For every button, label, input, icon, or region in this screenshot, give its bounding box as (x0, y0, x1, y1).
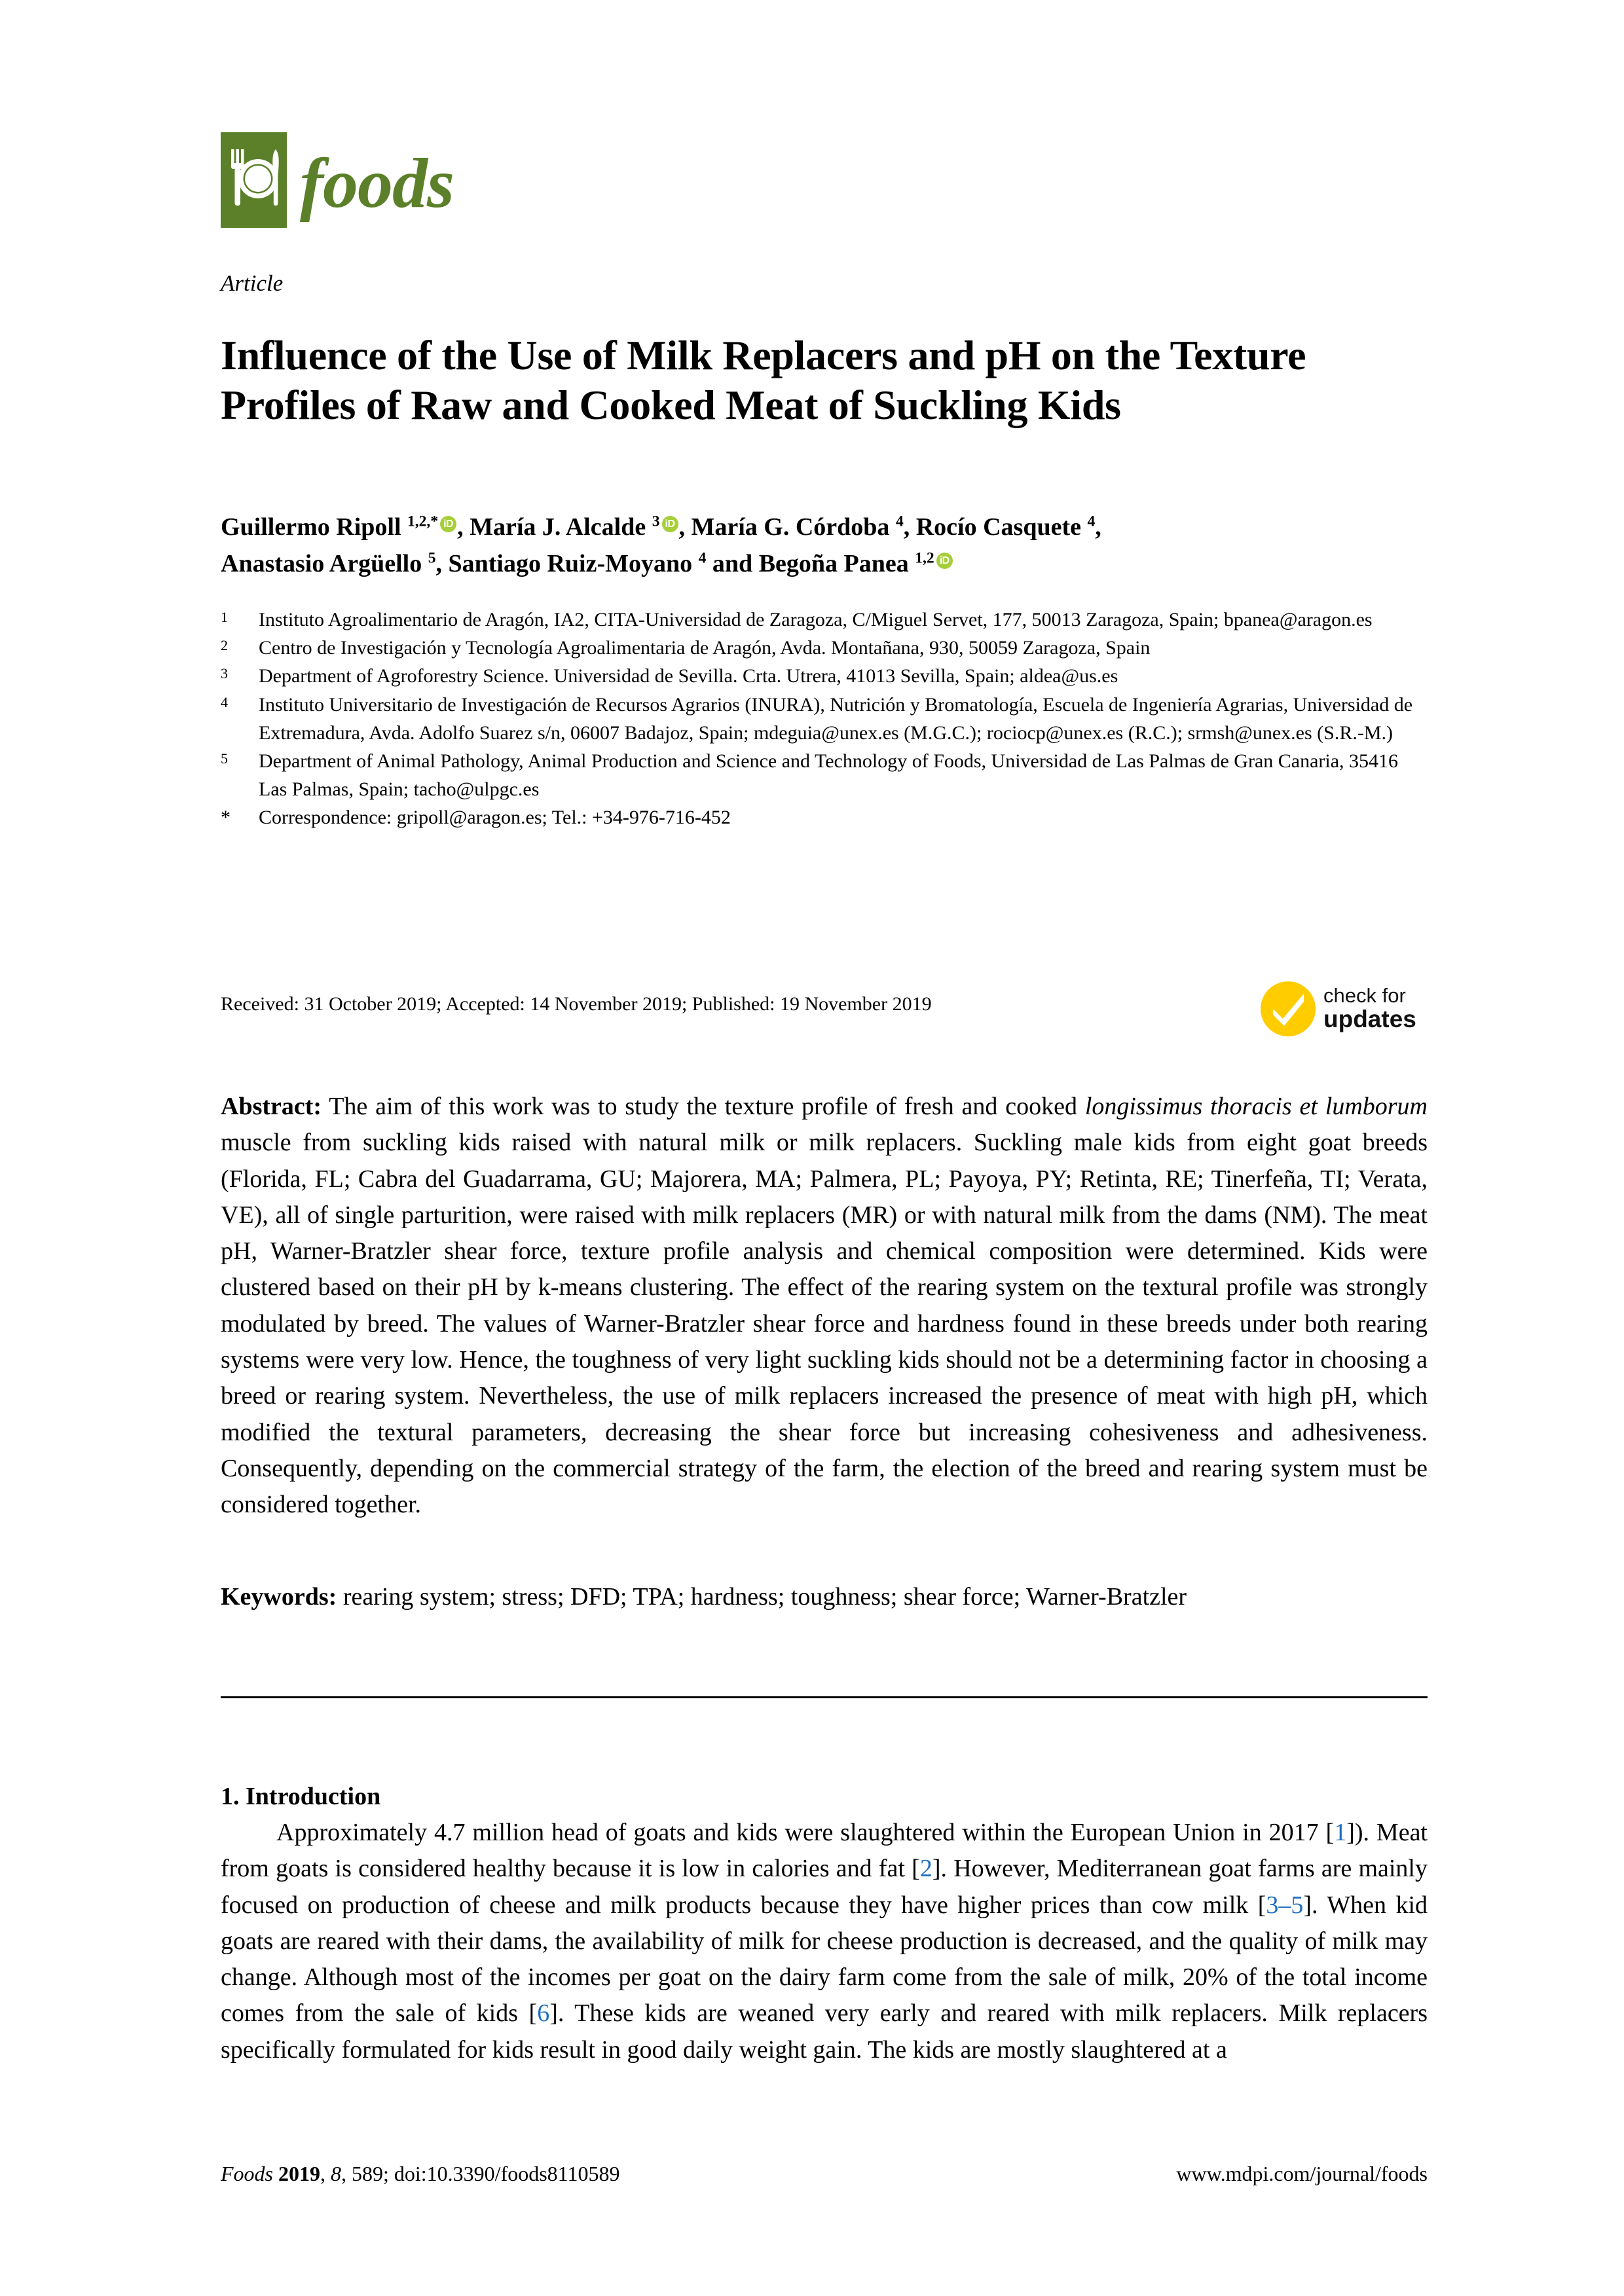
page-title: Influence of the Use of Milk Replacers and pH on the Texture Profiles of Raw and Cooked Meat of Suckling Kids (221, 331, 1306, 429)
author-list (221, 509, 1428, 583)
introduction-text: ]). Meat from goats is considered healthy because it is low in calories and fat [ (221, 1819, 1428, 1883)
footer-semicolon: ; (383, 2162, 394, 2185)
citation-link[interactable]: 6 (537, 1999, 550, 2028)
check-circle-icon (1261, 981, 1316, 1036)
footer-journal-url[interactable]: www.mdpi.com/journal/foods (1176, 2162, 1428, 2185)
footer-year: 2019 (278, 2162, 320, 2185)
orcid-icon[interactable]: iD (662, 516, 678, 532)
introduction-text: ]. When kid goats are reared with their dams, the availability of milk for cheese production is decreased, and the quality of milk may change. Although most of the incomes per goat on the dairy farm come from the sale of milk, 20% of the total income comes from the sale of kids [ (221, 1891, 1428, 2028)
author-separator: , (678, 513, 692, 541)
journal-masthead (221, 131, 454, 229)
author-separator: , (1095, 513, 1101, 541)
section-divider (221, 1696, 1428, 1698)
author-affiliation-marker: 5 (428, 549, 436, 567)
introduction-text: ]. However, Mediterranean goat farms are mainly focused on production of cheese and milk products because they have higher prices than cow milk [ (221, 1855, 1428, 1919)
footer-journal-name: Foods (221, 2162, 273, 2185)
keywords-block (221, 1579, 1428, 1615)
author-affiliation-marker: 1,2 (915, 549, 934, 567)
affiliation-marker: 5 (221, 750, 228, 767)
affiliation-row (221, 662, 1428, 690)
affiliation-marker: 1 (221, 609, 228, 625)
affiliation-text: Centro de Investigación y Tecnología Agroalimentaria de Aragón, Avda. Montañana, 930, 50059 Zaragoza, Spain (259, 637, 1151, 659)
author-name: Santiago Ruiz-Moyano (448, 549, 699, 577)
abstract-text: muscle from suckling kids raised with natural milk or milk replacers. Suckling male kids from eight goat breeds (Florida, FL; Cabra del Guadarrama, GU; Majorera, MA; Palmera, PL; Payoya, PY; Retinta, RE; Tinerfeña, TI; Verata, VE), all of single parturition, were raised with milk replacers (MR) or with natural milk from the dams (NM). The meat pH, Warner-Bratzler shear force, texture profile analysis and chemical composition were determined. Kids were clustered based on their pH by k-means clustering. The effect of the rearing system on the textural profile was strongly modulated by breed. The values of Warner-Bratzler shear force and hardness found in these breeds under both rearing systems were very low. Hence, the toughness of very light suckling kids should not be a determining factor in choosing a breed or rearing system. Nevertheless, the use of milk replacers increased the presence of meat with high pH, which modified the textural parameters, decreasing the shear force but increasing cohesiveness and adhesiveness. Consequently, depending on the commercial strategy of the farm, the election of the breed and rearing system must be considered together. (221, 1129, 1428, 1519)
check-updates-line2: updates (1323, 1005, 1416, 1032)
abstract-label: Abstract: (221, 1093, 322, 1120)
author-affiliation-marker: 4 (698, 549, 707, 567)
affiliation-row (221, 803, 1428, 831)
introduction-text: Approximately 4.7 million head of goats and kids were slaughtered within the European Union in 2017 [ (276, 1819, 1335, 1846)
author-line (221, 509, 1428, 546)
affiliation-row (221, 747, 1428, 803)
introduction-paragraph (221, 1815, 1428, 2068)
affiliation-text: Instituto Universitario de Investigación de Recursos Agrarios (INURA), Nutrición y Bromatología, Escuela de Ingeniería Agrarias, Universidad de Extremadura, Avda. Adolfo Suarez s/n, 06007 Badajoz, Spain; mdeguia@unex.es (M.G.C.); rociocp@unex.es (R.C.); srmsh@unex.es (S.R.-M.) (259, 693, 1413, 744)
affiliation-marker: 3 (221, 665, 228, 682)
author-name: María J. Alcalde (470, 513, 652, 541)
author-name: Begoña Panea (758, 549, 915, 577)
citation-link[interactable]: 3–5 (1266, 1891, 1304, 1919)
author-line (221, 546, 1428, 583)
introduction-heading: 1. Introduction (221, 1782, 381, 1810)
abstract-block (221, 1089, 1428, 1523)
author-name: Guillermo Ripoll (221, 513, 407, 541)
footer-volume: 8 (331, 2162, 341, 2185)
publication-dates (221, 984, 1428, 1032)
author-name: María G. Córdoba (691, 513, 896, 541)
affiliation-list (221, 606, 1428, 832)
author-affiliation-marker: 3 (652, 513, 660, 530)
footer-comma-2: , (341, 2162, 352, 2185)
paper-page (221, 0, 1428, 2296)
affiliation-text: Correspondence: gripoll@aragon.es; Tel.: +34-976-716-452 (259, 807, 731, 829)
affiliation-text: Instituto Agroalimentario de Aragón, IA2, CITA-Universidad de Zaragoza, C/Miguel Servet, 177, 50013 Zaragoza, Spain; bpanea@aragon.es (259, 609, 1373, 630)
check-updates-line1: check for (1323, 984, 1406, 1008)
affiliation-marker: 4 (221, 693, 228, 710)
footer-space (273, 2162, 278, 2185)
article-type-label: Article (221, 270, 284, 296)
affiliation-text: Department of Agroforestry Science. Universidad de Sevilla. Crta. Utrera, 41013 Sevilla, Spain; aldea@us.es (259, 665, 1118, 687)
author-separator: , (457, 513, 470, 541)
affiliation-text: Department of Animal Pathology, Animal Production and Science and Technology of Foods, Universidad de Las Palmas de Gran Canaria, 35416 Las Palmas, Spain; tacho@ulpgc.es (259, 750, 1399, 801)
citation-link[interactable]: 1 (1334, 1819, 1347, 1846)
author-affiliation-marker: 4 (1087, 513, 1096, 530)
orcid-icon[interactable]: iD (936, 553, 953, 569)
abstract-italic-term: longissimus thoracis et lumborum (1084, 1093, 1428, 1120)
keywords-values: rearing system; stress; DFD; TPA; hardness; toughness; shear force; Warner-Bratzler (337, 1583, 1187, 1611)
check-for-updates-badge[interactable] (1261, 979, 1428, 1039)
footer-doi: doi:10.3390/foods8110589 (394, 2162, 620, 2185)
author-name: Rocío Casquete (915, 513, 1088, 541)
journal-wordmark: foods (300, 145, 454, 223)
author-separator: , (903, 513, 916, 541)
plate-fork-knife-icon (221, 132, 287, 228)
author-separator: and (706, 549, 759, 577)
affiliation-marker: * (221, 807, 231, 829)
author-affiliation-marker: 1,2,* (407, 513, 439, 530)
footer-article-number: 589 (352, 2162, 383, 2185)
dates-text: Received: 31 October 2019; Accepted: 14 November 2019; Published: 19 November 2019 (221, 993, 932, 1015)
author-separator: , (435, 549, 449, 577)
author-name: Anastasio Argüello (221, 549, 428, 577)
page-footer (221, 2160, 1428, 2188)
keywords-label: Keywords: (221, 1583, 337, 1611)
affiliation-row (221, 634, 1428, 662)
affiliation-row (221, 606, 1428, 634)
footer-comma-1: , (320, 2162, 331, 2185)
introduction-text: ]. These kids are weaned very early and reared with milk replacers. Milk replacers specifically formulated for kids result in good daily weight gain. The kids are mostly slaughtered at a (221, 1999, 1428, 2064)
affiliation-row (221, 691, 1428, 747)
abstract-text: The aim of this work was to study the texture profile of fresh and cooked (322, 1093, 1085, 1120)
orcid-icon[interactable]: iD (440, 516, 456, 532)
affiliation-marker: 2 (221, 637, 228, 654)
footer-citation (221, 2160, 619, 2188)
citation-link[interactable]: 2 (919, 1855, 932, 1883)
author-affiliation-marker: 4 (895, 513, 904, 530)
